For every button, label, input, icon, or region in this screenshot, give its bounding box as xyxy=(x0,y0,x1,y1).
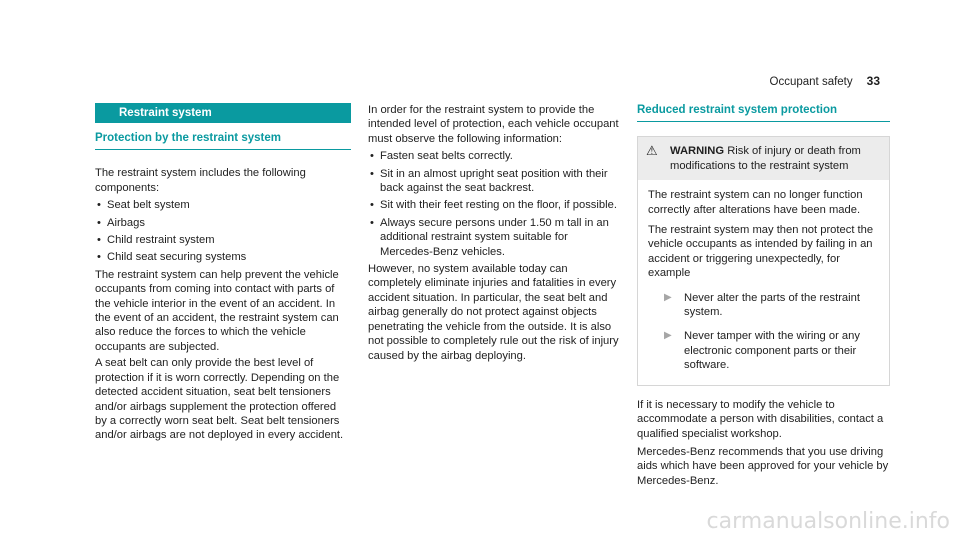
column-1 xyxy=(95,103,351,445)
paragraph: If it is necessary to modify the vehicle to accommodate a person with disabilities, contact a qualified specialist workshop. xyxy=(637,398,884,440)
play-arrow-icon: ▶ xyxy=(664,330,672,342)
instruction-step xyxy=(648,329,879,372)
subheading-protection: Protection by the restraint system xyxy=(95,131,351,150)
list-item: • Child seat securing systems xyxy=(95,250,351,264)
play-arrow-icon: ▶ xyxy=(664,291,672,303)
paragraph: Mercedes-Benz recommends that you use driving aids which have been approved for your vehicle by Mercedes-Benz. xyxy=(637,445,889,487)
occupant-info-list xyxy=(368,149,620,259)
instruction-step xyxy=(648,291,879,320)
list-item: • Always secure persons under 1.50 m tall in an additional restraint system suitable for Mercedes-Benz vehicles. xyxy=(368,216,620,259)
watermark: carmanualsonline.info xyxy=(706,508,950,534)
components-list xyxy=(95,198,351,265)
intro-paragraph: The restraint system includes the following components: xyxy=(95,167,306,194)
list-item: • Sit in an almost upright seat position with their back against the seat backrest. xyxy=(368,167,620,196)
subheading-reduced-protection: Reduced restraint system protection xyxy=(637,103,890,122)
column-3 xyxy=(637,103,890,490)
header-section-title: Occupant safety xyxy=(769,76,853,88)
warning-triangle-icon: ⚠ xyxy=(646,143,658,159)
warning-body xyxy=(638,180,889,384)
warning-header xyxy=(638,137,889,180)
list-item: • Airbags xyxy=(95,216,351,230)
list-item: • Child restraint system xyxy=(95,233,351,247)
page-number: 33 xyxy=(866,74,880,88)
list-item: • Fasten seat belts correctly. xyxy=(368,149,620,163)
warning-box xyxy=(637,136,890,385)
intro-paragraph: In order for the restraint system to provide the intended level of protection, each vehicle occupant must observe the following information: xyxy=(368,104,619,145)
warning-label: WARNING xyxy=(670,145,725,158)
list-item: • Sit with their feet resting on the floor, if possible. xyxy=(368,198,620,212)
warning-paragraph: The restraint system can no longer function correctly after alterations have been made. xyxy=(648,189,863,216)
list-item: • Seat belt system xyxy=(95,198,351,212)
warning-title: Risk of injury or death from modifications to the restraint system xyxy=(670,145,861,172)
step-text: Never tamper with the wiring or any electronic component parts or their software. xyxy=(684,330,860,372)
page-header xyxy=(770,74,880,89)
paragraph: A seat belt can only provide the best level of protection if it is worn correctly. Depending on the detected accident situation, seat belt tensioners and/or airbags supplement the protection offered by a correctly worn seat belt. Seat belt tensioners and/or airbags are not deployed in every accident. xyxy=(95,357,344,442)
column-2 xyxy=(368,103,620,365)
step-text: Never alter the parts of the restraint system. xyxy=(684,291,860,319)
section-title-bar: Restraint system xyxy=(95,103,351,123)
warning-paragraph: The restraint system may then not protect the vehicle occupants as intended by failing in an accident or triggering unexpectedly, for example xyxy=(648,224,874,280)
paragraph: However, no system available today can completely eliminate injuries and fatalities in every accident situation. In particular, the seat belt and airbag generally do not protect against objects penetrating the vehicle from the outside. It is also not possible to completely rule out the risk of injury caused by the airbag deploying. xyxy=(368,263,619,362)
paragraph: The restraint system can help prevent the vehicle occupants from coming into contact with parts of the vehicle interior in the event of an accident. In the event of an accident, the restraint system can also reduce the forces to which the vehicle occupants are subjected. xyxy=(95,268,339,353)
